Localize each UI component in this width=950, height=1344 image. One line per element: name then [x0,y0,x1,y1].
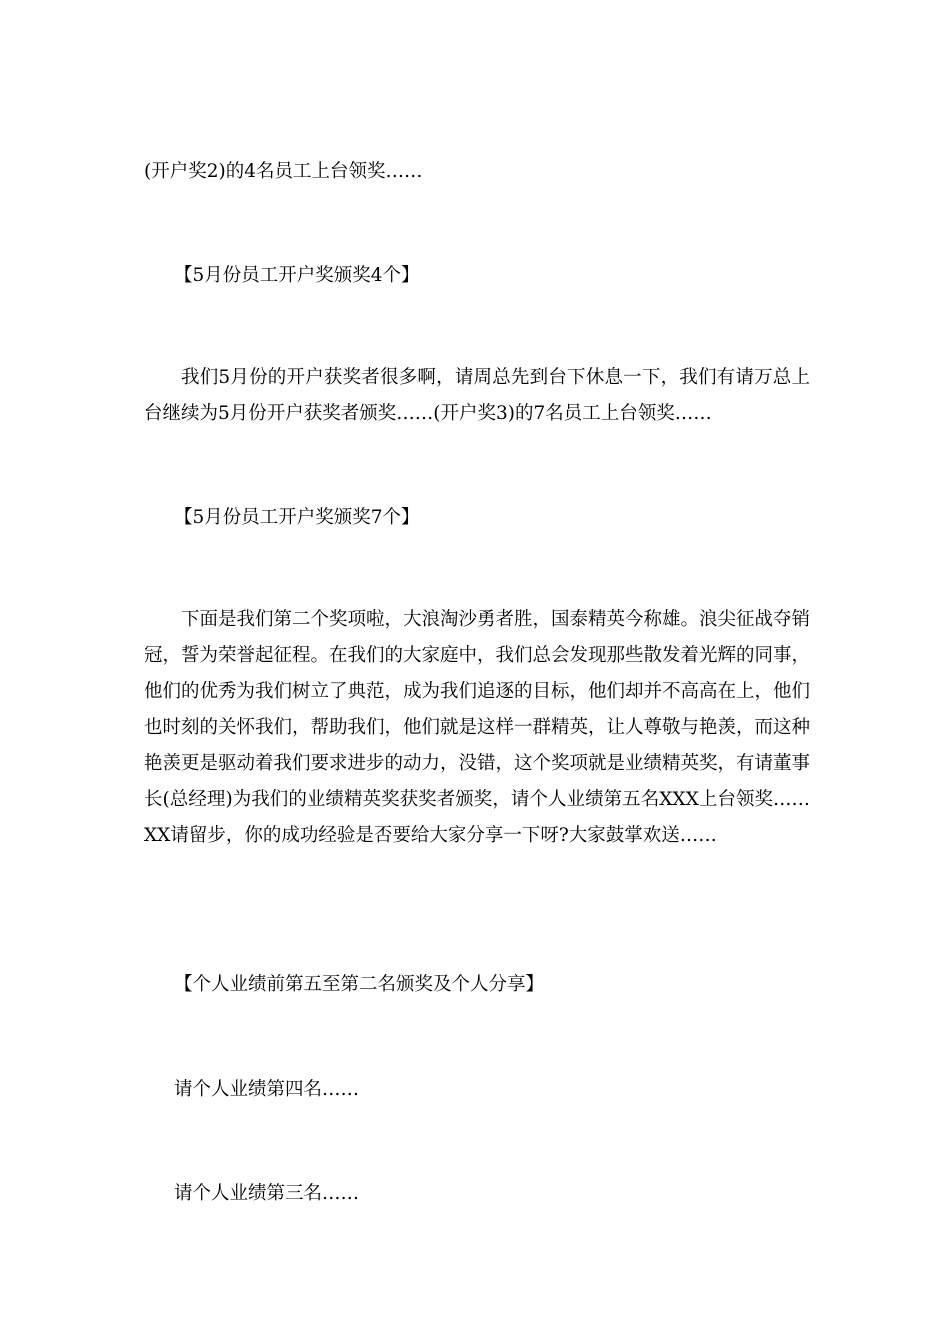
section-heading-1: 【5月份员工开户奖颁奖4个】 [174,265,420,286]
paragraph-2: 下面是我们第二个奖项啦，大浪淘沙勇者胜，国泰精英今称雄。浪尖征战夺销冠，誓为荣誉起征程。在我们的大家庭中，我们总会发现那些散发着光辉的同事，他们的优秀为我们树立了典范，成为我们追逐的目标，他们却并不高高在上，他们也时刻的关怀我们，帮助我们，他们就是这样一群精英，让人尊敬与艳羡，而这种艳羡更是驱动着我们要求进步的动力，没错，这个奖项就是业绩精英奖，有请董事长(总经理)为我们的业绩精英奖获奖者颁奖，请个人业绩第五名XXX上台领奖……XX请留步，你的成功经验是否要给大家分享一下呀?大家鼓掌欢送…… [144,609,811,846]
award-line-1: (开户奖2)的4名员工上台领奖…… [144,161,423,182]
award-line-3: 请个人业绩第三名…… [174,1183,360,1204]
paragraph-1: 我们5月份的开户获奖者很多啊，请周总先到台下休息一下，我们有请万总上台继续为5月份开户获奖者颁奖……(开户奖3)的7名员工上台领奖…… [144,367,810,424]
award-line-2: 请个人业绩第四名…… [174,1079,360,1100]
section-heading-2: 【5月份员工开户奖颁奖7个】 [174,507,420,528]
section-heading-3: 【个人业绩前第五至第二名颁奖及个人分享】 [174,974,545,995]
